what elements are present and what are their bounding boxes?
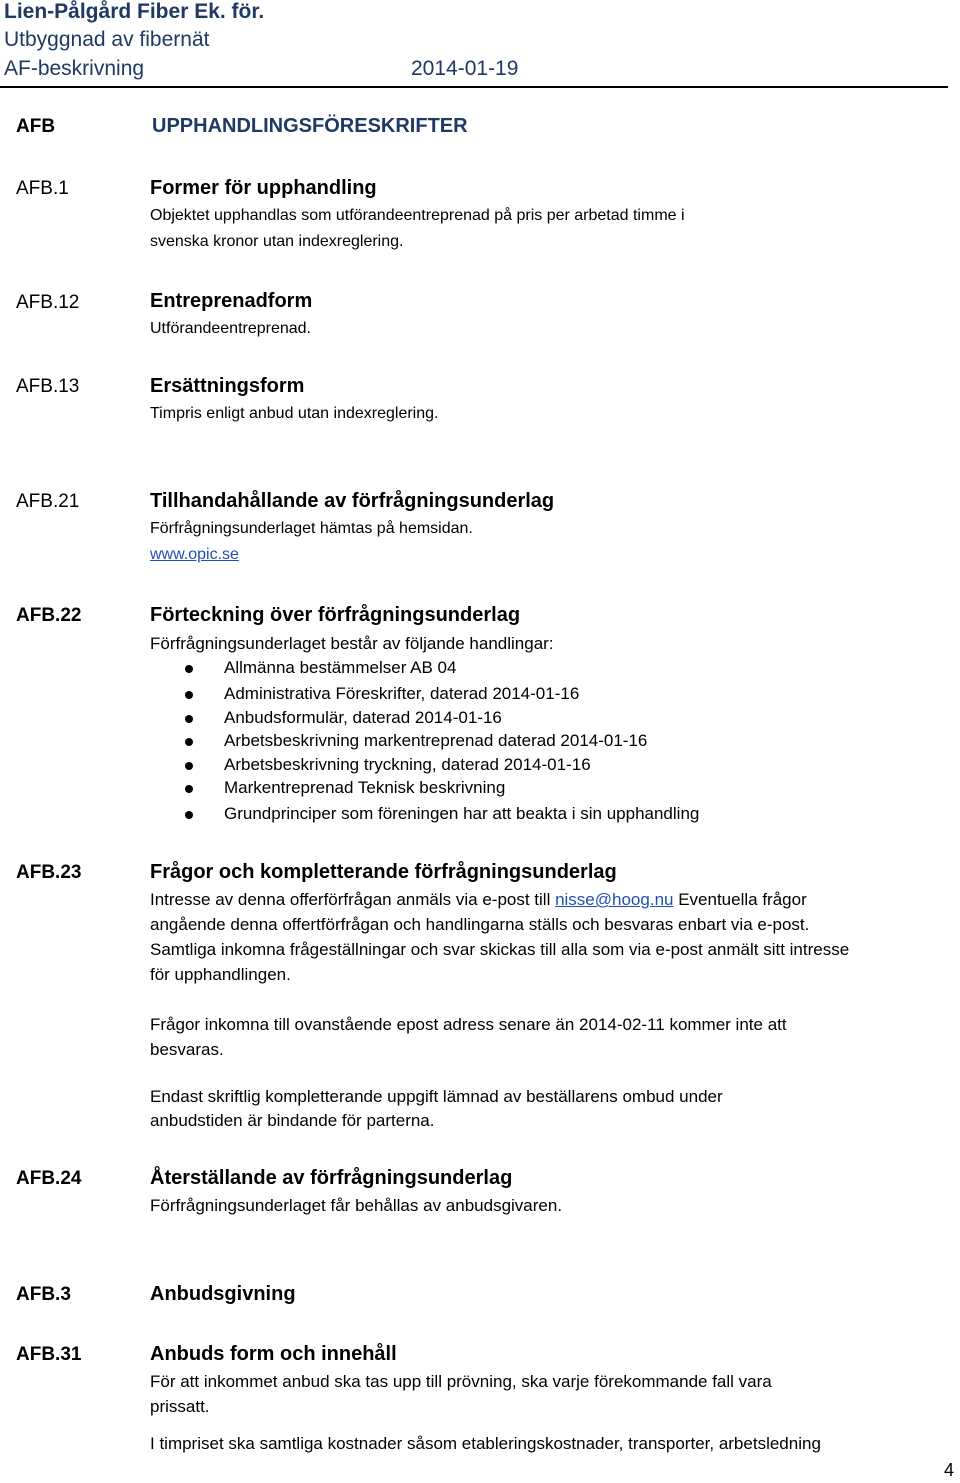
afb31-last-line: I timpriset ska samtliga kostnader såsom etableringskostnader, transporter, arbetsledning bbox=[150, 1434, 821, 1453]
afb22-item: Markentreprenad Teknisk beskrivning bbox=[224, 778, 506, 797]
afb22-title: Förteckning över förfrågningsunderlag bbox=[150, 604, 521, 626]
afb23-paragraph-1-start bbox=[150, 890, 807, 910]
afb23-p1-line: angående denna offertförfrågan och handlingarna ställs och besvaras enbart via e-post. bbox=[150, 915, 810, 934]
afb23-title: Frågor och kompletterande förfrågningsunderlag bbox=[150, 861, 617, 883]
afb23-p3-line: anbudstiden är bindande för parterna. bbox=[150, 1111, 435, 1130]
bullet-icon bbox=[185, 738, 193, 746]
afb31-line: För att inkommet anbud ska tas upp till prövning, ska varje förekommande fall vara bbox=[150, 1372, 772, 1391]
afb23-p1-line: för upphandlingen. bbox=[150, 965, 291, 984]
afb22-item: Allmänna bestämmelser AB 04 bbox=[224, 658, 457, 677]
afb1-line-2: svenska kronor utan indexreglering. bbox=[150, 233, 404, 250]
afb3-code: AFB.3 bbox=[16, 1284, 71, 1305]
afb21-title: Tillhandahållande av förfrågningsunderlag bbox=[150, 490, 555, 512]
section-title: UPPHANDLINGSFÖRESKRIFTER bbox=[152, 115, 468, 137]
page-number: 4 bbox=[943, 1460, 954, 1480]
afb23-p2-line: Frågor inkomna till ovanstående epost adress senare än 2014-02-11 kommer inte att bbox=[150, 1015, 787, 1034]
org-name: Lien-Pålgård Fiber Ek. för. bbox=[4, 0, 265, 23]
afb31-line: prissatt. bbox=[150, 1397, 210, 1416]
bullet-icon bbox=[185, 785, 193, 793]
bullet-icon bbox=[185, 762, 193, 770]
afb22-item: Arbetsbeskrivning tryckning, daterad 2014-01-16 bbox=[224, 755, 591, 774]
afb21-website-link[interactable]: www.opic.se bbox=[150, 546, 239, 563]
bullet-icon bbox=[185, 811, 193, 819]
afb12-title: Entreprenadform bbox=[150, 290, 313, 312]
project-name: Utbyggnad av fibernät bbox=[4, 28, 210, 51]
afb22-item: Grundprinciper som föreningen har att beakta i sin upphandling bbox=[224, 804, 700, 823]
header-divider bbox=[0, 86, 948, 88]
email-link[interactable]: nisse@hoog.nu bbox=[555, 890, 674, 909]
afb1-code: AFB.1 bbox=[16, 178, 69, 199]
afb21-code: AFB.21 bbox=[16, 491, 80, 512]
afb23-intro-text: Intresse av denna offerförfrågan anmäls via e-post till bbox=[150, 890, 556, 909]
afb24-code: AFB.24 bbox=[16, 1168, 82, 1189]
afb3-title: Anbudsgivning bbox=[150, 1283, 296, 1305]
bullet-icon bbox=[185, 715, 193, 723]
afb23-p2-line: besvaras. bbox=[150, 1040, 224, 1059]
afb13-title: Ersättningsform bbox=[150, 375, 305, 397]
afb12-code: AFB.12 bbox=[16, 292, 80, 313]
afb23-intro-end: Eventuella frågor bbox=[673, 890, 807, 909]
afb22-item: Administrativa Föreskrifter, daterad 2014-01-16 bbox=[224, 684, 580, 703]
doc-name: AF-beskrivning bbox=[4, 57, 145, 80]
afb13-code: AFB.13 bbox=[16, 376, 80, 397]
afb31-title: Anbuds form och innehåll bbox=[150, 1343, 397, 1365]
afb23-code: AFB.23 bbox=[16, 862, 82, 883]
afb23-p3-line: Endast skriftlig kompletterande uppgift lämnad av beställarens ombud under bbox=[150, 1087, 723, 1106]
afb22-intro: Förfrågningsunderlaget består av följande handlingar: bbox=[150, 634, 554, 653]
doc-date: 2014-01-19 bbox=[411, 57, 519, 80]
afb24-line-1: Förfrågningsunderlaget får behållas av anbudsgivaren. bbox=[150, 1196, 563, 1215]
bullet-icon bbox=[185, 691, 193, 699]
afb13-line-1: Timpris enligt anbud utan indexreglering. bbox=[150, 405, 439, 422]
afb23-p1-line: Samtliga inkomna frågeställningar och svar skickas till alla som via e-post anmält sitt intresse bbox=[150, 940, 850, 959]
afb21-line-1: Förfrågningsunderlaget hämtas på hemsidan. bbox=[150, 520, 473, 537]
afb1-title: Former för upphandling bbox=[150, 177, 377, 199]
afb31-code: AFB.31 bbox=[16, 1344, 82, 1365]
afb22-code: AFB.22 bbox=[16, 605, 82, 626]
bullet-icon bbox=[185, 665, 193, 673]
afb1-line-1: Objektet upphandlas som utförandeentreprenad på pris per arbetad timme i bbox=[150, 207, 685, 224]
afb22-item: Anbudsformulär, daterad 2014-01-16 bbox=[224, 708, 502, 727]
afb22-item: Arbetsbeskrivning markentreprenad daterad 2014-01-16 bbox=[224, 731, 648, 750]
afb24-title: Återställande av förfrågningsunderlag bbox=[150, 1167, 513, 1189]
section-code: AFB bbox=[16, 116, 56, 137]
afb12-line-1: Utförandeentreprenad. bbox=[150, 320, 311, 337]
